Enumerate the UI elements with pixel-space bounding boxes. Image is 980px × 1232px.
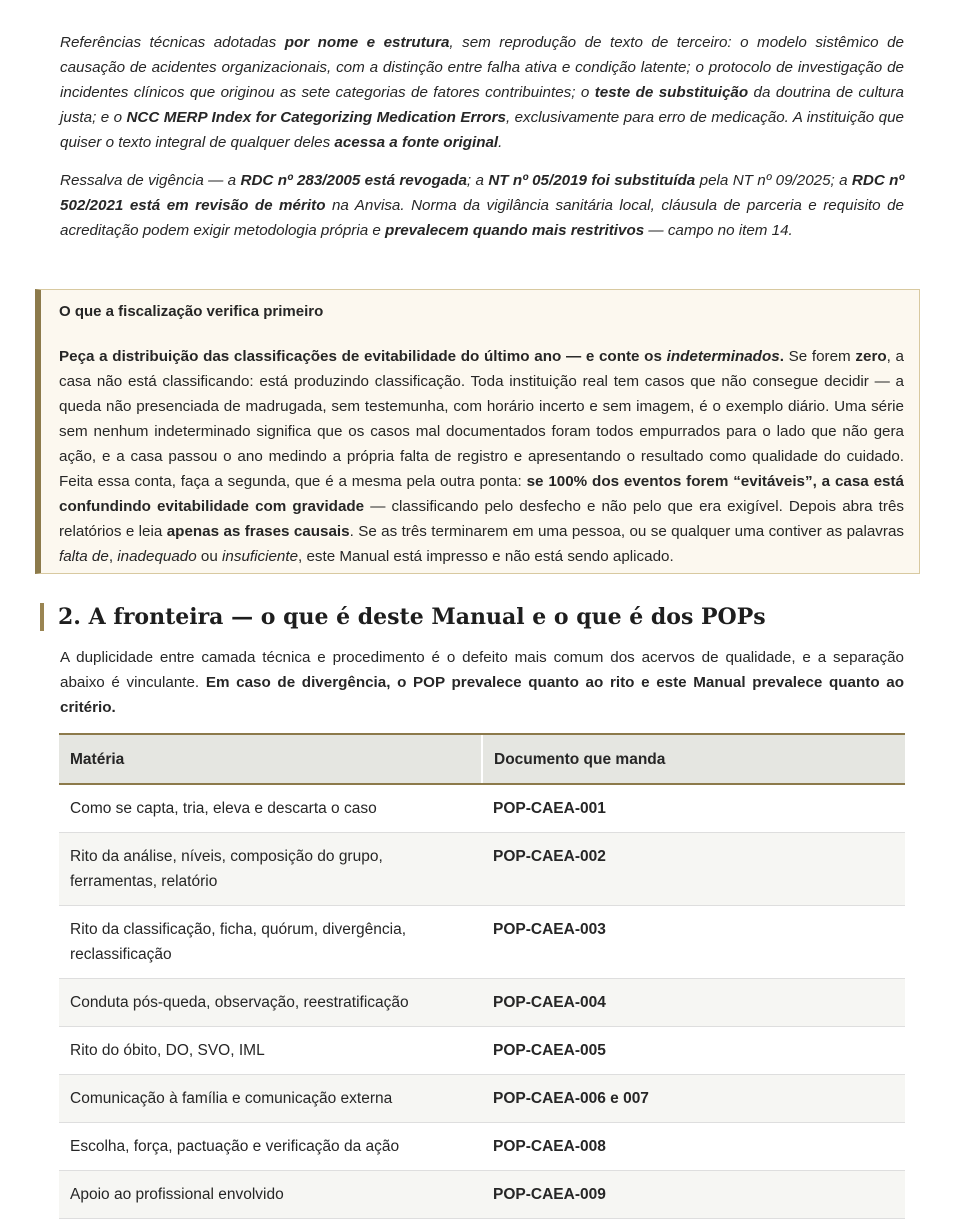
text-run: pela NT nº 09/2025; a — [695, 172, 852, 189]
text-run: na Anvisa. Norma da vigilância sanitária local, cláusula de parceria e requisito de acreditação podem exigir metodologia própria e — [60, 197, 905, 239]
text-run: teste de substituição — [594, 84, 749, 101]
text-run: ou — [196, 548, 223, 565]
text-run: apenas as frases causais — [166, 523, 350, 540]
text-run: — classificando pelo desfecho e não pelo que era exigível. Depois abra três relatórios e leia — [59, 498, 904, 540]
text-run: A duplicidade entre camada técnica e procedimento é o defeito mais comum dos acervos de qualidade, e a separação abaixo é vinculante. — [60, 649, 904, 691]
text-run: — campo no item 14. — [644, 222, 793, 239]
section-heading: 2. A fronteira — o que é deste Manual e o que é dos POPs — [40, 603, 766, 631]
subject-cell: Apoio ao profissional envolvido — [59, 1171, 482, 1219]
text-run: Ressalva de vigência — a — [60, 172, 241, 189]
text-run: da doutrina de cultura justa; e o — [60, 84, 905, 126]
text-run: , exclusivamente para erro de medicação. A instituição que quiser o texto integral de qualquer deles — [60, 109, 904, 151]
callout-body — [59, 344, 904, 569]
text-run: zero — [855, 348, 887, 365]
text-run: inadequado — [117, 548, 197, 565]
table-row — [59, 1171, 905, 1219]
text-run: Em caso de divergência, o POP prevalece quanto ao rito e este Manual prevalece quanto ao critério. — [60, 674, 905, 716]
text-run: RDC nº 502/2021 está em revisão de mérito — [60, 172, 905, 214]
subject-cell: Rito do óbito, DO, SVO, IML — [59, 1027, 482, 1075]
text-run: Peça a distribuição das classificações de evitabilidade do último ano — e conte os — [59, 348, 667, 365]
subject-cell: Como se capta, tria, eleva e descarta o caso — [59, 784, 482, 833]
text-run: , — [108, 548, 118, 565]
text-run: RDC nº 283/2005 está revogada — [240, 172, 467, 189]
document-code-cell: POP-CAEA-003 — [482, 906, 905, 979]
text-run: insuficiente — [222, 548, 299, 565]
text-run: , a casa não está classificando: está produzindo classificação. Toda instituição real tem casos que não consegue decidir — a queda não presenciada de madrugada, sem testemunha, com horário incerto e sem imagem, é o exemplo diário. Uma série sem nenhum indeterminado significa que os casos mal documentados foram todos empurrados para o lado que não gera ação, e a casa passou o ano medindo a própria falta de registro e apresentando o resultado como qualidade do cuidado. Feita essa conta, faça a segunda, que é a mesma pela outra ponta: — [59, 348, 905, 490]
text-run: . — [779, 348, 784, 365]
text-run: prevalecem quando mais restritivos — [385, 222, 645, 239]
subject-cell: Rito da análise, níveis, composição do grupo, ferramentas, relatório — [59, 833, 482, 906]
document-code-cell: POP-CAEA-002 — [482, 833, 905, 906]
subject-cell: Conduta pós-queda, observação, reestratificação — [59, 979, 482, 1027]
document-code-cell: POP-CAEA-009 — [482, 1171, 905, 1219]
table-row — [59, 1123, 905, 1171]
document-code-cell: POP-CAEA-001 — [482, 784, 905, 833]
subject-cell: Rito da classificação, ficha, quórum, divergência, reclassificação — [59, 906, 482, 979]
column-header-document: Documento que manda — [482, 734, 905, 784]
inspection-callout — [35, 289, 920, 574]
subject-cell: Escolha, força, pactuação e verificação da ação — [59, 1123, 482, 1171]
document-code-cell: POP-CAEA-008 — [482, 1123, 905, 1171]
table-header-row — [59, 734, 905, 784]
document-code-cell: POP-CAEA-005 — [482, 1027, 905, 1075]
text-run: por nome e estrutura — [284, 34, 450, 51]
text-run: , este Manual está impresso e não está sendo aplicado. — [298, 548, 674, 565]
text-run: . Se as três terminarem em uma pessoa, ou se qualquer uma contiver as palavras — [349, 523, 904, 540]
text-run: se 100% dos eventos forem “evitáveis”, a casa está confundindo evitabilidade com gravidade — [59, 473, 904, 515]
table-row — [59, 1075, 905, 1123]
table-row — [59, 906, 905, 979]
document-responsibility-table — [59, 733, 905, 1219]
text-run: , sem reprodução de texto de terceiro: o modelo sistêmico de causação de acidentes organizacionais, com a distinção entre falha ativa e condição latente; o protocolo de investigação de incidentes clínicos que originou as sete categorias de fatores contribuintes; o — [60, 34, 905, 101]
document-code-cell: POP-CAEA-004 — [482, 979, 905, 1027]
section-lead-paragraph — [60, 645, 904, 720]
text-run: NT nº 05/2019 foi substituída — [488, 172, 696, 189]
table-row — [59, 1027, 905, 1075]
text-run: Referências técnicas adotadas — [60, 34, 285, 51]
text-run: NCC MERP Index for Categorizing Medication Errors — [126, 109, 506, 126]
table-row — [59, 979, 905, 1027]
column-header-subject: Matéria — [59, 734, 482, 784]
text-run: acessa a fonte original — [334, 134, 499, 151]
validity-caveat-paragraph — [60, 168, 904, 243]
text-run: indeterminados — [666, 348, 780, 365]
document-code-cell: POP-CAEA-006 e 007 — [482, 1075, 905, 1123]
text-run: Se forem — [783, 348, 856, 365]
text-run: ; a — [466, 172, 489, 189]
references-paragraph — [60, 30, 904, 155]
text-run: falta de — [59, 548, 109, 565]
subject-cell: Comunicação à família e comunicação externa — [59, 1075, 482, 1123]
table-row — [59, 784, 905, 833]
text-run: . — [498, 134, 503, 151]
table-row — [59, 833, 905, 906]
callout-title: O que a fiscalização verifica primeiro — [59, 303, 324, 320]
